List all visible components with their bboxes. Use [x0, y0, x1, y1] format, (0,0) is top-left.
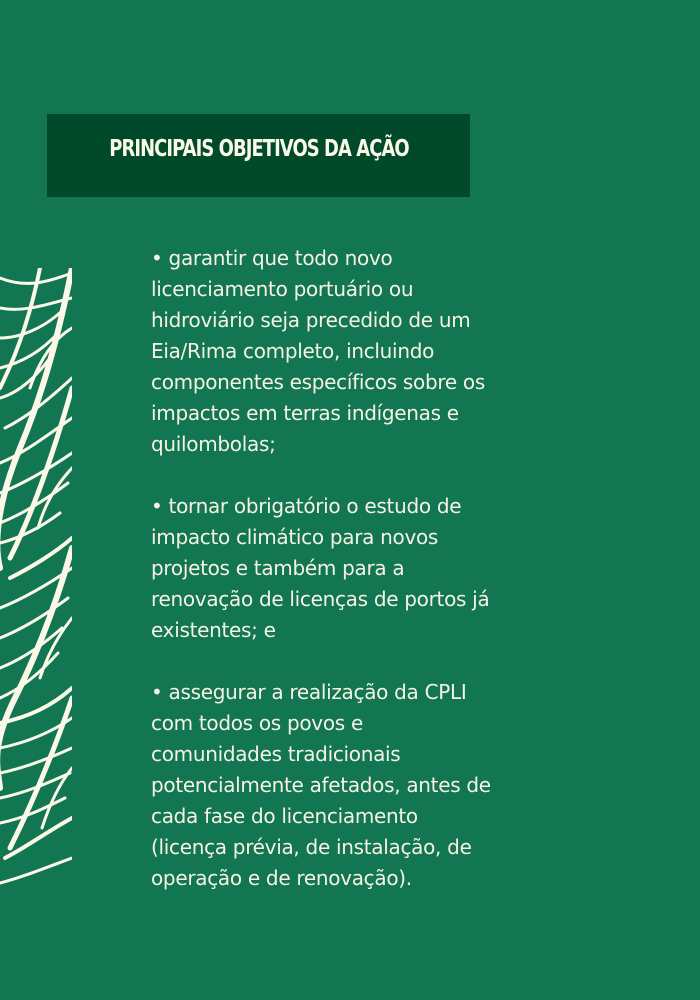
list-item-line: com todos os povos e [151, 711, 363, 735]
list-item-line: Eia/Rima completo, incluindo [151, 339, 435, 363]
list-item-line: hidroviário seja precedido de um [151, 308, 471, 332]
list-item-line: • tornar obrigatório o estudo de [151, 494, 462, 518]
list-item [151, 677, 561, 894]
list-item-line: (licença prévia, de instalação, de [151, 835, 472, 859]
list-item-line: • garantir que todo novo [151, 246, 393, 270]
list-item-line: • assegurar a realização da CPLI [151, 680, 467, 704]
list-item-line: licenciamento portuário ou [151, 277, 414, 301]
list-item-line: impacto climático para novos [151, 525, 439, 549]
title-banner [47, 114, 470, 197]
list-item [151, 491, 561, 646]
list-item-line: potencialmente afetados, antes de [151, 773, 491, 797]
list-item-line: impactos em terras indígenas e [151, 401, 459, 425]
list-item [151, 243, 561, 460]
page-title: PRINCIPAIS OBJETIVOS DA AÇÃO [108, 135, 409, 162]
list-item-line: cada fase do licenciamento [151, 804, 418, 828]
list-item-line: projetos e também para a [151, 556, 405, 580]
list-item-line: quilombolas; [151, 432, 276, 456]
list-item-line: operação e de renovação). [151, 866, 412, 890]
leaf-pattern-decoration [0, 268, 72, 888]
objectives-list [151, 243, 561, 894]
list-item-line: renovação de licenças de portos já [151, 587, 490, 611]
list-item-line: comunidades tradicionais [151, 742, 401, 766]
list-item-line: componentes específicos sobre os [151, 370, 485, 394]
list-item-line: existentes; e [151, 618, 276, 642]
